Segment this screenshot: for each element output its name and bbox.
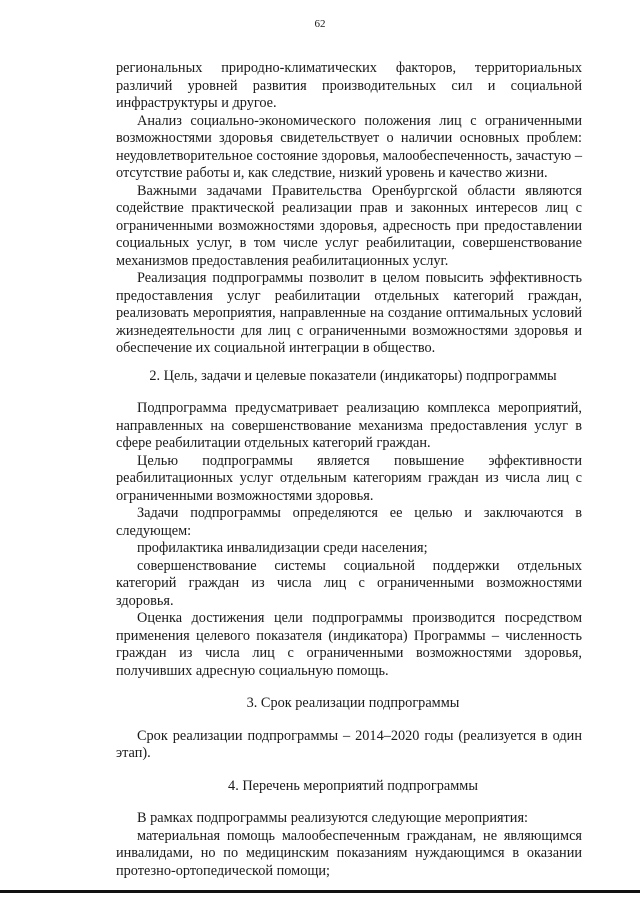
- paragraph-goal: Целью подпрограммы является повышение эффективности реабилитационных услуг отдельным категориям граждан из числа лиц с ограниченными возможностями здоровья.: [116, 452, 582, 504]
- paragraph-government-tasks: Важными задачами Правительства Оренбургской области являются содействие практической реализации прав и законных интересов лиц с ограниченными возможностями здоровья, адресность при предоставлении социальных услуг, в том числе услуг реабилитации, совершенствование механизмов предоставления реабилитационных услуг.: [116, 182, 582, 269]
- paragraph-analysis: Анализ социально-экономического положения лиц с ограниченными возможностями здоровья свидетельствует о наличии основных проблем: неудовлетворительное состояние здоровья, малообеспеченность, зачастую – отсутствие работы и, как следствие, низкий уровень и качество жизни.: [116, 112, 582, 181]
- paragraph-tasks-intro: Задачи подпрограммы определяются ее целью и заключаются в следующем:: [116, 505, 582, 539]
- paragraph-implementation: Реализация подпрограммы позволит в целом повысить эффективность предоставления услуг реабилитации отдельных категорий граждан, реализовать мероприятия, направленные на создание оптимальных условий жизнедеятельности для лиц с ограниченными возможностями здоровья и обеспечение их социальной интеграции в общество.: [116, 270, 582, 356]
- section-2-heading: 2. Цель, задачи и целевые показатели (индикаторы) подпрограммы: [149, 367, 557, 384]
- paragraph-subprogram-measures: Подпрограмма предусматривает реализацию комплекса мероприятий, направленных на совершенствование механизма предоставления услуг в сфере реабилитации отдельных категорий граждан.: [116, 400, 582, 451]
- page-number: 62: [314, 18, 326, 30]
- task-item-support-system: совершенствование системы социальной поддержки отдельных категорий граждан из числа лиц с ограниченными возможностями здоровья.: [116, 557, 582, 609]
- paragraph-measures-intro: В рамках подпрограммы реализуются следующие мероприятия:: [137, 810, 529, 826]
- section-4-heading: 4. Перечень мероприятий подпрограммы: [228, 777, 478, 794]
- paragraph-evaluation: Оценка достижения цели подпрограммы производится посредством применения целевого показателя (индикатора) Программы – численность граждан из числа лиц с ограниченными возможностями здоровья, получивших адресную социальную помощь.: [116, 610, 582, 679]
- bottom-rule: [0, 890, 640, 893]
- section-3-heading: 3. Срок реализации подпрограммы: [246, 695, 460, 711]
- paragraph-term: Срок реализации подпрограммы – 2014–2020 годы (реализуется в один этап).: [116, 727, 582, 761]
- document-body: [116, 60, 582, 880]
- paragraph-intro-continued: региональных природно-климатических факторов, территориальных различий уровней развития производительных сил и социальной инфраструктуры и другое.: [116, 60, 582, 111]
- task-item-prevention: профилактика инвалидизации среди населения;: [137, 540, 428, 556]
- paragraph-material-aid: материальная помощь малообеспеченным гражданам, не являющимся инвалидами, но по медицинским показаниям нуждающимся в оказании протезно-ортопедической помощи;: [116, 827, 582, 879]
